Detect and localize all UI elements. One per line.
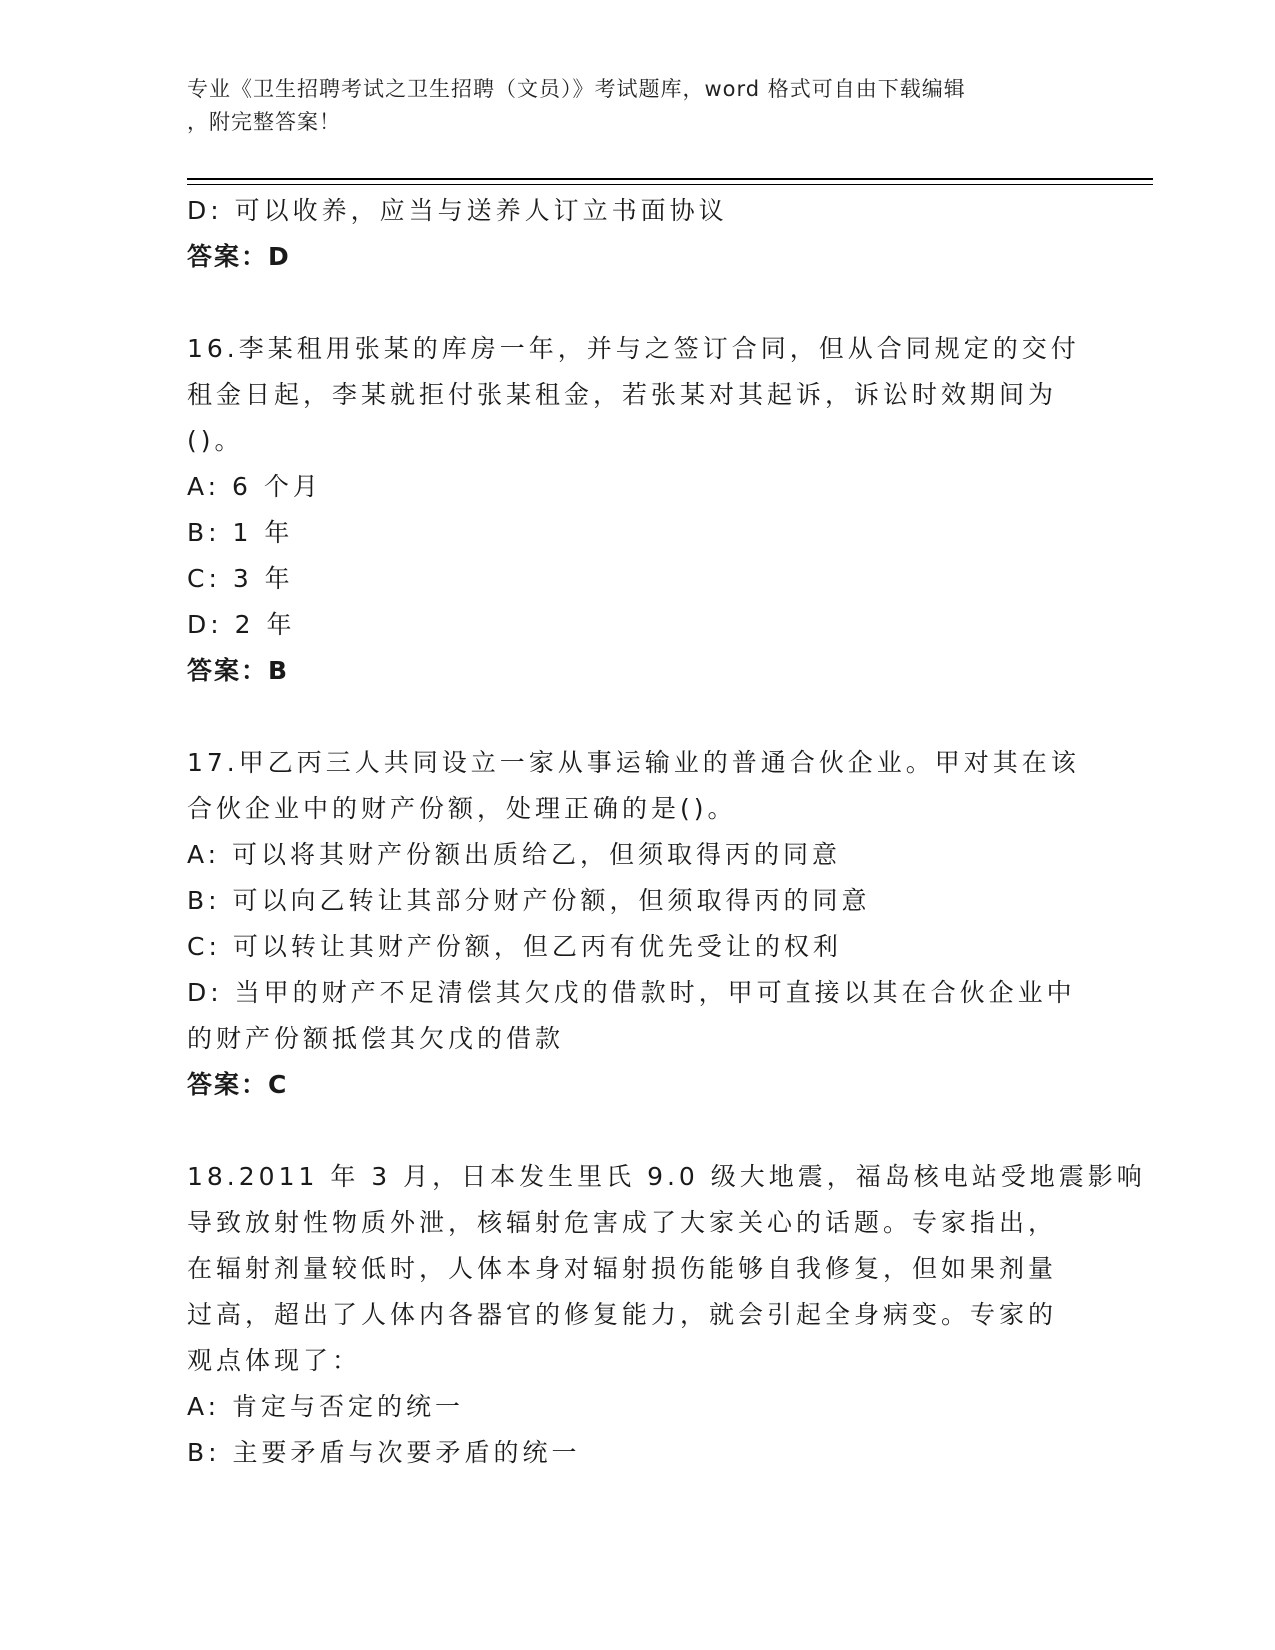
question-block-18 [187,1154,1146,1476]
question-text: 合伙企业中的财产份额，处理正确的是()。 [187,794,737,823]
question-text: 17.甲乙丙三人共同设立一家从事运输业的普通合伙企业。甲对其在该 [187,748,1080,777]
page-header [187,73,1077,139]
option-a: A: 6 个月 [187,472,322,501]
question-block-17 [187,740,1087,1108]
option-d-continued: 的财产份额抵偿其欠戊的借款 [187,1024,565,1053]
header-divider-thick [187,178,1153,180]
header-line: ，附完整答案！ [187,110,341,134]
option-b: B: 1 年 [187,518,294,547]
option-c: C: 可以转让其财产份额，但乙丙有优先受让的权利 [187,932,842,961]
option-b: B: 主要矛盾与次要矛盾的统一 [187,1438,581,1467]
question-text: 过高，超出了人体内各器官的修复能力，就会引起全身病变。专家的 [187,1300,1058,1329]
answer-line: 答案：C [187,1070,289,1099]
question-text: 18.2011 年 3 月，日本发生里氏 9.0 级大地震，福岛核电站受地震影响 [187,1162,1146,1191]
question-text: 16.李某租用张某的库房一年，并与之签订合同，但从合同规定的交付 [187,334,1080,363]
question-text: 导致放射性物质外泄，核辐射危害成了大家关心的话题。专家指出， [187,1208,1058,1237]
question-text: 租金日起，李某就拒付张某租金，若张某对其起诉，诉讼时效期间为 [187,380,1058,409]
question-text: 观点体现了： [187,1346,362,1375]
question-block-15 [187,188,1087,280]
option-a: A: 可以将其财产份额出质给乙，但须取得丙的同意 [187,840,842,869]
answer-line: 答案：B [187,656,290,685]
spacer [187,694,1087,740]
question-text: ()。 [187,426,244,455]
option-a: A: 肯定与否定的统一 [187,1392,465,1421]
spacer [187,1108,1087,1154]
option-d: D: 2 年 [187,610,296,639]
question-block-16 [187,326,1087,694]
header-divider-thin [187,184,1153,185]
document-body [187,188,1146,1476]
option-c: C: 3 年 [187,564,294,593]
spacer [187,280,1087,326]
option-d: D: 当甲的财产不足清偿其欠戊的借款时，甲可直接以其在合伙企业中 [187,978,1076,1007]
option-b: B: 可以向乙转让其部分财产份额，但须取得丙的同意 [187,886,871,915]
option-d: D: 可以收养，应当与送养人订立书面协议 [187,196,728,225]
answer-line: 答案：D [187,242,291,271]
header-line: 专业《卫生招聘考试之卫生招聘（文员）》考试题库，word 格式可自由下载编辑 [187,77,966,101]
question-text: 在辐射剂量较低时，人体本身对辐射损伤能够自我修复，但如果剂量 [187,1254,1058,1283]
